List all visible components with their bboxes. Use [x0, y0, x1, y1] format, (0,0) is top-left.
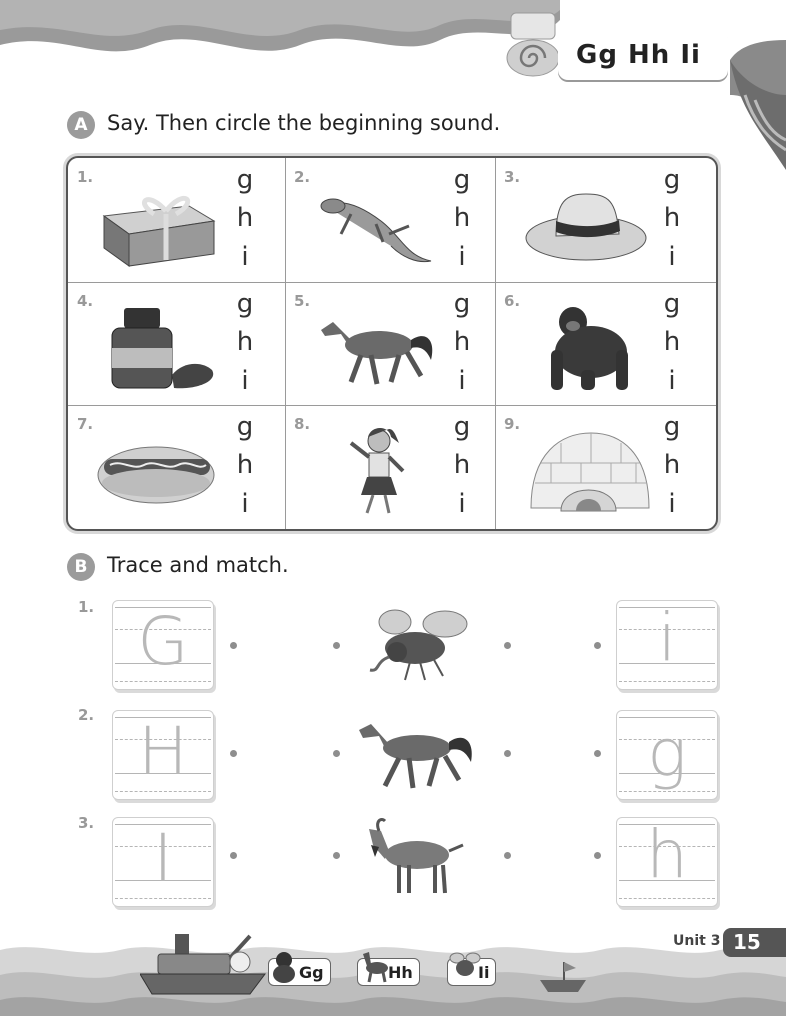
letter-i[interactable]: i [241, 242, 249, 272]
letter-h[interactable]: h [453, 203, 471, 233]
trace-box-upper[interactable] [112, 710, 214, 800]
footer-label-hh: Hh [357, 958, 420, 986]
match-dot[interactable] [230, 852, 237, 859]
grid-cell-6 [495, 282, 703, 404]
letter-g[interactable]: g [453, 289, 471, 319]
gorilla-picture [521, 300, 651, 392]
item-number: 5. [294, 292, 311, 310]
letter-i[interactable]: i [241, 489, 249, 519]
item-number: 6. [504, 292, 521, 310]
scroll-icon [503, 8, 563, 78]
iguana-picture [311, 176, 441, 268]
ink-bottle-picture [94, 300, 224, 392]
letter-h[interactable]: h [453, 450, 471, 480]
match-dot[interactable] [230, 642, 237, 649]
letter-h[interactable]: h [663, 203, 681, 233]
insect-icon [449, 946, 481, 984]
letter-g[interactable]: g [453, 165, 471, 195]
insect-picture [355, 602, 475, 684]
section-a-instruction: Say. Then circle the beginning sound. [107, 111, 501, 135]
item-number: 9. [504, 415, 521, 433]
trace-box-upper[interactable] [112, 600, 214, 690]
match-dot[interactable] [504, 750, 511, 757]
small-boat-icon [538, 960, 588, 994]
letter-g[interactable]: g [663, 412, 681, 442]
horse-picture [355, 710, 475, 792]
grid-cell-8 [285, 405, 493, 527]
horse-picture [311, 300, 441, 392]
trace-letter: i [657, 599, 677, 676]
item-number: 3. [504, 168, 521, 186]
trace-letter: H [138, 713, 188, 790]
match-dot[interactable] [594, 642, 601, 649]
match-dot[interactable] [333, 852, 340, 859]
sound-grid [66, 156, 718, 531]
item-number: 4. [77, 292, 94, 310]
letter-h[interactable]: h [236, 203, 254, 233]
goat-picture [355, 815, 475, 897]
letter-h[interactable]: h [236, 327, 254, 357]
trace-letter: h [646, 816, 688, 893]
trace-box-lower[interactable] [616, 600, 718, 690]
gift-box-picture [94, 176, 224, 268]
page-number: 15 [723, 928, 786, 957]
letter-h[interactable]: h [663, 327, 681, 357]
match-dot[interactable] [230, 750, 237, 757]
trace-letter: G [137, 603, 189, 680]
hot-dog-picture [94, 423, 224, 515]
letter-h[interactable]: h [453, 327, 471, 357]
letter-h[interactable]: h [236, 450, 254, 480]
match-dot[interactable] [333, 750, 340, 757]
letter-i[interactable]: i [668, 489, 676, 519]
letter-i[interactable]: i [668, 242, 676, 272]
item-number: 7. [77, 415, 94, 433]
girl-picture [311, 423, 441, 515]
section-b-badge: B [67, 553, 95, 581]
gorilla-icon [270, 950, 298, 984]
trace-box-lower[interactable] [616, 817, 718, 907]
grid-cell-3 [495, 158, 703, 280]
item-number: 8. [294, 415, 311, 433]
trace-box-upper[interactable] [112, 817, 214, 907]
trace-box-lower[interactable] [616, 710, 718, 800]
letter-i[interactable]: i [458, 366, 466, 396]
letter-i[interactable]: i [458, 489, 466, 519]
match-dot[interactable] [333, 642, 340, 649]
row-number: 3. [78, 814, 95, 832]
letter-g[interactable]: g [663, 289, 681, 319]
letter-h[interactable]: h [663, 450, 681, 480]
footer-label-gg: Gg [268, 958, 331, 986]
trace-letter: g [647, 715, 687, 792]
letter-g[interactable]: g [453, 412, 471, 442]
row-number: 1. [78, 598, 95, 616]
item-number: 1. [77, 168, 94, 186]
match-dot[interactable] [504, 642, 511, 649]
section-a-badge: A [67, 111, 95, 139]
letter-g[interactable]: g [236, 289, 254, 319]
letter-g[interactable]: g [663, 165, 681, 195]
match-dot[interactable] [594, 750, 601, 757]
unit-label: Unit 3 [673, 933, 721, 949]
page-title: Gg Hh Ii [576, 40, 701, 70]
footer-label-ii: Ii [447, 958, 496, 986]
letter-g[interactable]: g [236, 412, 254, 442]
grid-cell-2 [285, 158, 493, 280]
grid-cell-1 [68, 158, 276, 280]
trace-letter: I [153, 820, 173, 897]
match-dot[interactable] [504, 852, 511, 859]
match-dot[interactable] [594, 852, 601, 859]
boat-icon [140, 928, 270, 1000]
section-b-instruction: Trace and match. [107, 553, 289, 577]
horse-icon [359, 948, 391, 984]
letter-i[interactable]: i [458, 242, 466, 272]
item-number: 2. [294, 168, 311, 186]
grid-cell-5 [285, 282, 493, 404]
letter-i[interactable]: i [668, 366, 676, 396]
letter-g[interactable]: g [236, 165, 254, 195]
row-number: 2. [78, 706, 95, 724]
grid-cell-7 [68, 405, 276, 527]
letter-i[interactable]: i [241, 366, 249, 396]
grid-cell-9 [495, 405, 703, 527]
grid-cell-4 [68, 282, 276, 404]
hat-picture [521, 176, 651, 268]
header-curtain [0, 0, 786, 180]
igloo-picture [521, 423, 651, 515]
